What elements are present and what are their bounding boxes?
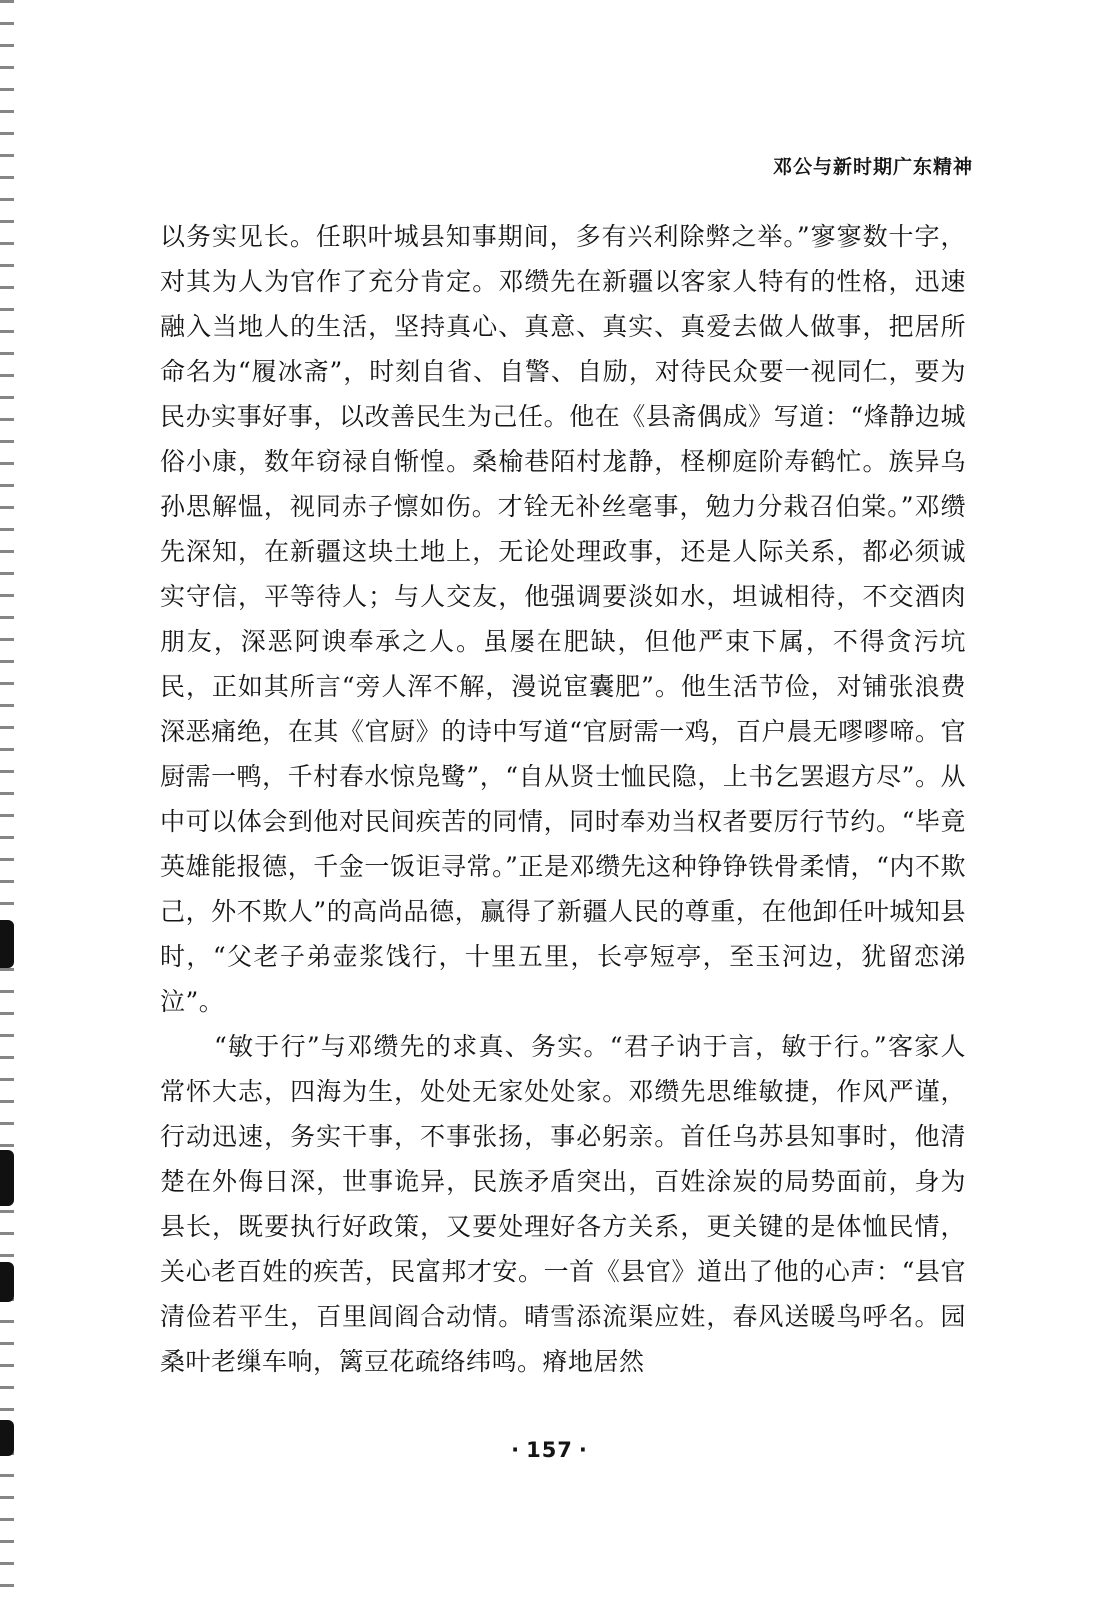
page-number: 157 <box>526 1438 573 1462</box>
scan-ink-mark <box>0 920 14 968</box>
body-text <box>160 214 966 1384</box>
folio-bullet-right: · <box>578 1438 588 1462</box>
scan-binding-edge <box>0 0 14 1600</box>
paragraph: “敏于行”与邓缵先的求真、务实。“君子讷于言，敏于行。”客家人常怀大志，四海为生，处处无家处处家。邓缵先思维敏捷，作风严谨，行动迅速，务实干事，不事张扬，事必躬亲。首任乌苏县知事时，他清楚在外侮日深，世事诡异，民族矛盾突出，百姓涂炭的局势面前，身为县长，既要执行好政策，又要处理好各方关系，更关键的是体恤民情，关心老百姓的疾苦，民富邦才安。一首《县官》道出了他的心声：“县官清俭若平生，百里闾阎合动情。晴雪添流渠应姓，春风送暖鸟呼名。园桑叶老缫车响，篱豆花疏络纬鸣。瘠地居然 <box>160 1032 966 1376</box>
folio-bullet-left: · <box>511 1438 521 1462</box>
paragraph-continued: 以务实见长。任职叶城县知事期间，多有兴利除弊之举。”寥寥数十字，对其为人为官作了充分肯定。邓缵先在新疆以客家人特有的性格，迅速融入当地人的生活，坚持真心、真意、真实、真爱去做人做事，把居所命名为“履冰斋”，时刻自省、自警、自励，对待民众要一视同仁，要为民办实事好事，以改善民生为己任。他在《县斋偶成》写道：“烽静边城俗小康，数年窃禄自惭惶。桑榆巷陌村尨静，柽柳庭阶寿鹤忙。族异乌孙思解愠，视同赤子懔如伤。才铨无补丝毫事，勉力分栽召伯棠。”邓缵先深知，在新疆这块土地上，无论处理政事，还是人际关系，都必须诚实守信，平等待人；与人交友，他强调要淡如水，坦诚相待，不交酒肉朋友，深恶阿谀奉承之人。虽屡在肥缺，但他严束下属，不得贪污坑民，正如其所言“旁人浑不解，漫说宦囊肥”。他生活节俭，对铺张浪费深恶痛绝，在其《官厨》的诗中写道“官厨需一鸡，百户晨无嘐嘐啼。官厨需一鸭，千村春水惊凫鹭”，“自从贤士恤民隐，上书乞罢遐方尽”。从中可以体会到他对民间疾苦的同情，同时奉劝当权者要厉行节约。“毕竟英雄能报德，千金一饭讵寻常。”正是邓缵先这种铮铮铁骨柔情，“内不欺己，外不欺人”的高尚品德，赢得了新疆人民的尊重，在他卸任叶城知县时，“父老子弟壶浆饯行，十里五里，长亭短亭，至玉河边，犹留恋涕泣”。 <box>160 222 966 1016</box>
scan-ink-mark <box>0 1262 14 1302</box>
scan-ink-mark <box>0 1150 14 1206</box>
running-header-title: 邓公与新时期广东精神 <box>772 156 973 178</box>
page-number-footer <box>0 1438 1099 1462</box>
